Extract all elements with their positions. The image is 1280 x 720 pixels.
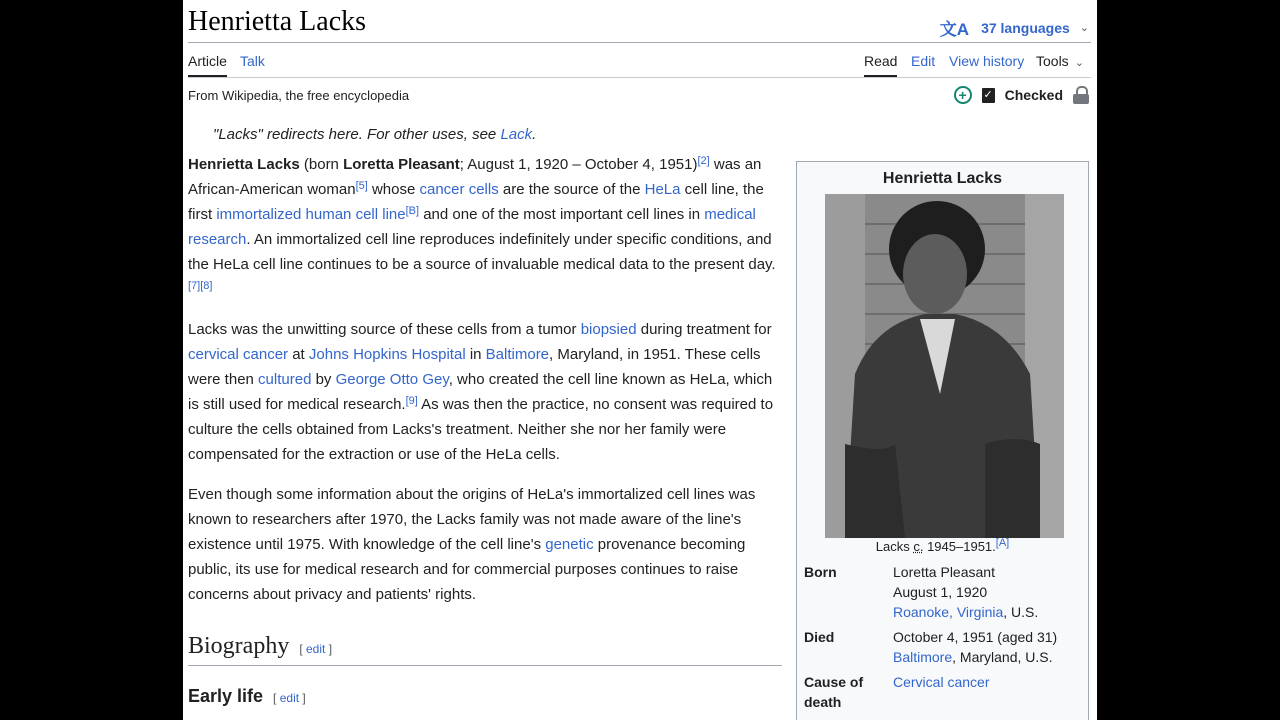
value-line: October 4, 1951 (aged 31)	[893, 629, 1058, 645]
row-label: Died	[804, 629, 835, 645]
chevron-down-icon: ⌄	[1079, 22, 1089, 34]
row-label: Cause of death	[804, 674, 864, 710]
caption-text: 1945–1951.	[923, 539, 996, 554]
reference-link[interactable]: [9]	[405, 395, 418, 407]
edit-section-link[interactable]: edit	[279, 691, 300, 705]
link-biopsied[interactable]: biopsied	[580, 321, 637, 338]
value-line: Loretta Pleasant	[893, 564, 995, 580]
infobox-row-cause	[804, 672, 1084, 712]
text: in	[465, 346, 486, 363]
link-george-otto-gey[interactable]: George Otto Gey	[335, 371, 449, 388]
link-roanoke[interactable]: Roanoke, Virginia	[893, 604, 1004, 620]
row-value	[893, 562, 1083, 622]
reference-link[interactable]: [5]	[355, 180, 368, 192]
tabs-divider	[188, 77, 1091, 78]
text: provenance becoming public, its use for medical research and for commercial purposes continues to raise concerns about privacy and patients' rights.	[188, 536, 746, 603]
hatnote-suffix: .	[532, 126, 537, 143]
reference	[996, 537, 1009, 549]
tab-edit[interactable]: Edit	[911, 53, 936, 69]
text: during treatment for	[636, 321, 772, 338]
review-status	[954, 86, 1089, 104]
link-hela[interactable]: HeLa	[644, 181, 681, 198]
checked-icon: ✓	[983, 88, 993, 101]
reference	[356, 180, 368, 192]
link-immortalized-cell-line[interactable]: immortalized human cell line	[216, 206, 406, 223]
value-text: , U.S.	[1003, 604, 1039, 620]
tools-label: Tools	[1036, 53, 1069, 69]
hatnote	[213, 126, 536, 143]
portrait-photo	[825, 194, 1064, 538]
text: Even though some information about the origins of HeLa's immortalized cell lines was known to researchers after 1970, the Lacks family was not made aware of the line's existence until 1975. With knowledge of the cell line's	[188, 486, 756, 553]
chevron-down-icon: ⌄	[1074, 57, 1084, 69]
checked-label: Checked	[1004, 87, 1063, 103]
paragraph-1	[188, 152, 784, 302]
text: was an African-American woman	[188, 156, 762, 198]
text: are the source of the	[498, 181, 645, 198]
tab-view-history[interactable]: View history	[949, 53, 1025, 69]
image-caption	[797, 539, 1088, 554]
heading-biography	[188, 633, 782, 666]
infobox-row-born	[804, 562, 1084, 622]
value-line: August 1, 1920	[893, 584, 988, 600]
link-cultured[interactable]: cultured	[258, 371, 312, 388]
text: , who created the cell line known as HeLa, which is still used for medical research.	[188, 371, 773, 413]
languages-label: 37 languages	[981, 19, 1070, 36]
link-baltimore-infobox[interactable]: Baltimore	[893, 649, 953, 665]
translate-icon: 文A	[939, 20, 970, 39]
caption-text: Lacks	[875, 539, 914, 554]
link-cervical-cancer-infobox[interactable]: Cervical cancer	[893, 674, 990, 690]
languages-button[interactable]	[940, 15, 1089, 40]
text: at	[288, 346, 309, 363]
heading-text: Early life	[188, 686, 264, 706]
text: ; August 1, 1920 – October 4, 1951)	[459, 156, 698, 173]
heading-text: Biography	[188, 633, 290, 659]
reference-link[interactable]: [2]	[697, 155, 710, 167]
tab-article[interactable]: Article	[188, 53, 227, 77]
link-baltimore[interactable]: Baltimore	[485, 346, 550, 363]
edit-section: [ edit ]	[273, 691, 306, 705]
reference-link[interactable]: [A]	[995, 537, 1010, 549]
reference	[406, 395, 418, 407]
row-value	[893, 627, 1083, 667]
tab-tools[interactable]	[1036, 53, 1084, 75]
reference-link[interactable]: [B]	[405, 205, 420, 217]
paragraph-3	[188, 482, 784, 607]
text: cell line, the first	[188, 181, 764, 223]
birth-name: Loretta Pleasant	[343, 156, 460, 173]
edit-section-link[interactable]: edit	[306, 642, 326, 656]
subject-name: Henrietta Lacks	[188, 156, 300, 173]
reference	[697, 155, 709, 167]
text: . An immortalized cell line reproduces indefinitely under specific conditions, and the HeLa cell line continues to be a source of invaluable medical data to the present day.	[188, 231, 776, 273]
row-value	[893, 672, 1083, 692]
link-johns-hopkins[interactable]: Johns Hopkins Hospital	[308, 346, 466, 363]
text: by	[311, 371, 336, 388]
text: and one of the most important cell lines in	[419, 206, 705, 223]
tagline: From Wikipedia, the free encyclopedia	[188, 88, 410, 103]
article-page	[183, 0, 1097, 720]
lock-icon[interactable]	[1073, 86, 1089, 104]
link-genetic[interactable]: genetic	[545, 536, 594, 553]
link-cervical-cancer[interactable]: cervical cancer	[188, 346, 289, 363]
article-body	[188, 152, 784, 622]
reference-link[interactable]: [7][8]	[188, 280, 213, 292]
page-title: Henrietta Lacks	[188, 6, 367, 37]
text: , Maryland, in 1951. These cells were then	[188, 346, 761, 388]
infobox	[796, 161, 1089, 720]
row-label: Born	[804, 564, 837, 580]
edit-section: [ edit ]	[299, 642, 333, 656]
link-cancer-cells[interactable]: cancer cells	[419, 181, 499, 198]
text: (born	[299, 156, 344, 173]
link-medical-research[interactable]: medical research	[188, 206, 756, 248]
infobox-title: Henrietta Lacks	[882, 170, 1003, 187]
title-divider	[188, 42, 1091, 43]
portrait-image[interactable]	[825, 194, 1064, 538]
reference	[188, 280, 212, 292]
infobox-row-died	[804, 627, 1084, 667]
heading-early-life	[188, 686, 306, 707]
text: Lacks was the unwitting source of these cells from a tumor	[188, 321, 581, 338]
reference	[406, 205, 419, 217]
paragraph-2	[188, 317, 784, 467]
add-icon[interactable]: +	[954, 86, 972, 104]
text: As was then the practice, no consent was required to culture the cells obtained from Lacks's treatment. Neither she nor her family were compensated for the extraction or use of the HeLa cells.	[188, 396, 774, 463]
text: whose	[367, 181, 420, 198]
hatnote-prefix: "Lacks" redirects here. For other uses, see	[213, 126, 501, 143]
hatnote-link-lack[interactable]: Lack	[500, 126, 533, 143]
value-text: , Maryland, U.S.	[952, 649, 1053, 665]
tab-read[interactable]: Read	[864, 53, 897, 77]
circa-abbr: c.	[913, 539, 924, 554]
tab-talk[interactable]: Talk	[240, 53, 265, 69]
